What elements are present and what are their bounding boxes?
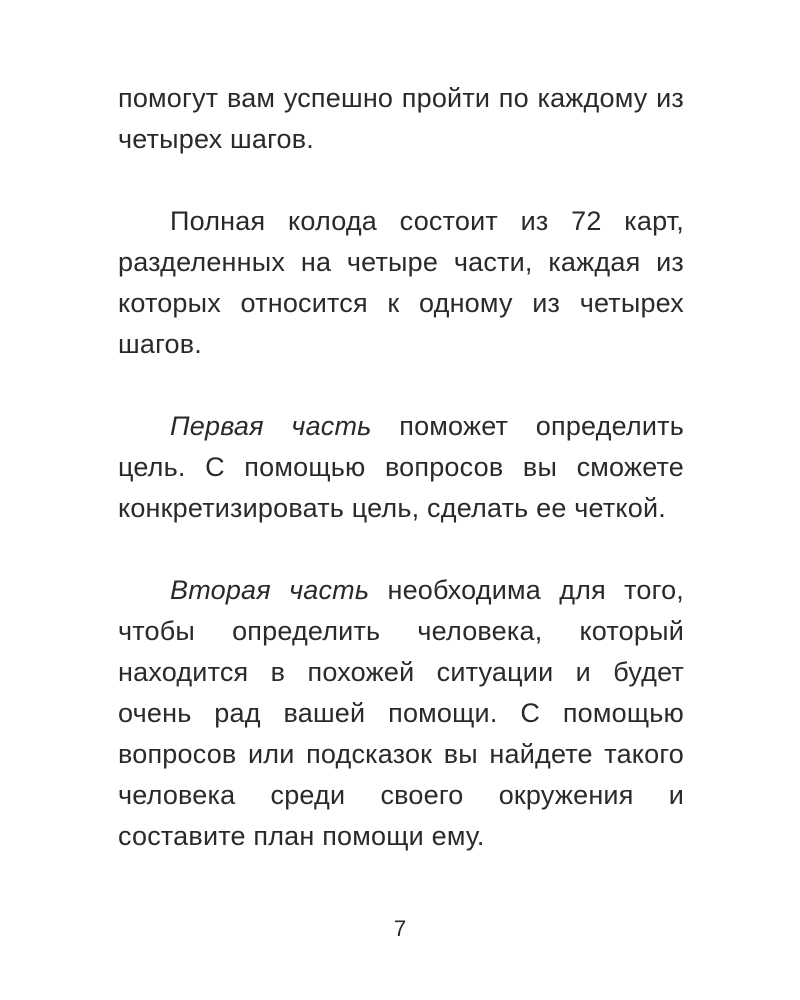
paragraph-text: помогут вам успешно пройти по каждому из четырех шагов. (118, 83, 684, 154)
paragraph-second-part (118, 570, 684, 857)
page-number: 7 (393, 916, 407, 941)
italic-term: Первая часть (170, 411, 372, 441)
paragraph-text: необходима для того, чтобы определить человека, который находится в похожей ситуации и будет очень рад вашей помощи. С помощью вопросов или подсказок вы найдете такого человека среди своего окружения и составите план помощи ему. (118, 575, 684, 851)
paragraph-continuation (118, 78, 684, 160)
paragraph-text: поможет определить цель. С помощью вопросов вы сможете конкретизировать цель, сделать ее четкой. (118, 411, 685, 523)
paragraph-deck-description (118, 201, 684, 365)
paragraph-text: Полная колода состоит из 72 карт, разделенных на четыре части, каждая из которых относится к одному из четырех шагов. (118, 206, 684, 359)
page-body (118, 78, 684, 857)
paragraph-first-part (118, 406, 684, 529)
italic-term: Вторая часть (170, 575, 370, 605)
